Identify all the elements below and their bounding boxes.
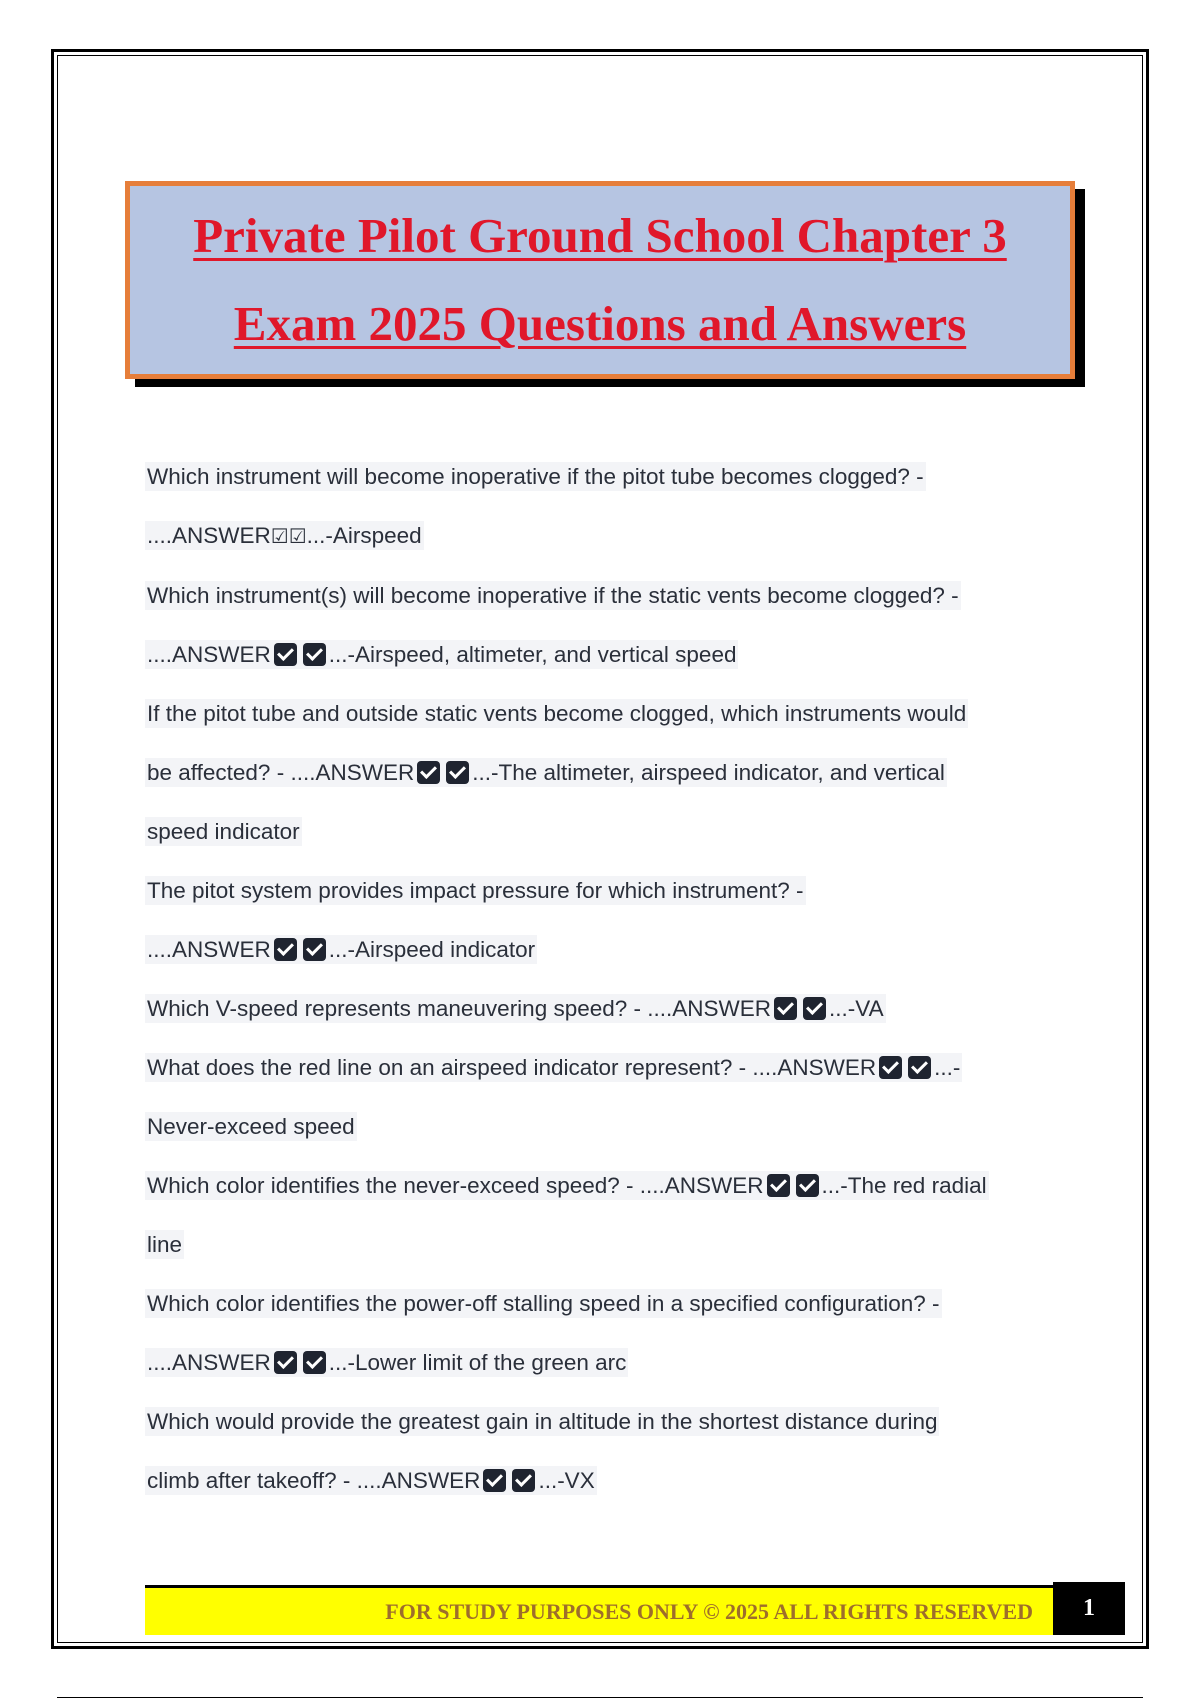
qa-text-segment: The pitot system provides impact pressure for which instrument? - [147,878,804,903]
qa-text-segment: ...-Airspeed [306,523,422,548]
qa-text-segment: ...-VX [538,1468,595,1493]
qa-text-segment: ....ANSWER [147,937,271,962]
qa-text-segment: If the pitot tube and outside static vents become clogged, which instruments would [147,701,967,726]
qa-item [145,447,1065,566]
qa-text-segment: ...-Lower limit of the green arc [328,1350,627,1375]
qa-text-segment: Which instrument will become inoperative if the pitot tube becomes clogged? - [147,464,924,489]
check-box-icon [767,1174,790,1197]
qa-text-segment: ....ANSWER [147,523,271,548]
check-box-icon [303,938,326,961]
qa-line-text [145,935,537,964]
qa-line [145,920,1065,979]
qa-line [145,743,1065,802]
qa-text-segment: Never-exceed speed [147,1114,355,1139]
qa-item [145,1392,1065,1510]
check-box-icon [274,1351,297,1374]
check-box-icon [274,643,297,666]
check-box-icon [446,761,469,784]
check-box-icon [303,643,326,666]
footer-text: FOR STUDY PURPOSES ONLY © 2025 ALL RIGHTS RESERVED [385,1598,1033,1624]
qa-text-segment: Which would provide the greatest gain in altitude in the shortest distance during [147,1409,938,1434]
qa-line-text [145,640,738,669]
qa-line-text [145,581,961,610]
qa-line [145,1038,1065,1097]
check-box-icon [303,1351,326,1374]
qa-text-segment: What does the red line on an airspeed indicator represent? - ....ANSWER [147,1055,877,1080]
qa-line [145,684,1065,743]
qa-line [145,1451,1065,1510]
check-box-icon [879,1056,902,1079]
qa-line-text [145,521,424,550]
qa-text-segment: line [147,1232,183,1257]
qa-text-segment: ...-The altimeter, airspeed indicator, and vertical [472,760,945,785]
qa-text-segment: ....ANSWER [147,1350,271,1375]
qa-line [145,447,1065,506]
qa-line-text [145,817,302,846]
qa-text-segment: Which V-speed represents maneuvering speed? - ....ANSWER [147,996,772,1021]
title-box [125,181,1075,379]
qa-line-text [145,1230,184,1259]
bottom-rule [57,1697,1143,1698]
qa-line [145,861,1065,920]
qa-line-text [145,462,926,491]
qa-line [145,625,1065,684]
check-box-plain-icon: ☑☑ [270,524,307,548]
qa-line-text [145,1171,989,1200]
check-box-icon [803,997,826,1020]
qa-line-text [145,758,947,787]
qa-text-segment: ...- [934,1055,961,1080]
qa-item [145,979,1065,1038]
qa-text-segment: Which color identifies the never-exceed speed? - ....ANSWER [147,1173,764,1198]
check-box-icon [774,997,797,1020]
qa-line-text [145,1053,962,1082]
qa-item [145,1038,1065,1156]
qa-line-text [145,1466,597,1495]
qa-item [145,684,1065,861]
page-number: 1 [1083,1595,1095,1621]
qa-list [145,447,1065,1510]
qa-text-segment: ....ANSWER [147,642,271,667]
qa-item [145,566,1065,684]
page-number-box [1053,1582,1125,1635]
qa-line [145,1215,1065,1274]
qa-text-segment: Which color identifies the power-off stalling speed in a specified configuration? - [147,1291,940,1316]
qa-line-text [145,1407,939,1436]
qa-item [145,1274,1065,1392]
qa-item [145,861,1065,979]
qa-line-text [145,699,968,728]
qa-line-text [145,1289,942,1318]
qa-text-segment: ...-VA [829,996,884,1021]
check-box-icon [908,1056,931,1079]
qa-line [145,1392,1065,1451]
qa-text-segment: be affected? - ....ANSWER [147,760,415,785]
qa-line [145,506,1065,566]
qa-line [145,1333,1065,1392]
qa-text-segment: Which instrument(s) will become inoperative if the static vents become clogged? - [147,583,959,608]
title-line-2: Exam 2025 Questions and Answers [233,296,967,351]
qa-text-segment: ...-The red radial [821,1173,987,1198]
check-box-icon [417,761,440,784]
qa-text-segment: speed indicator [147,819,300,844]
qa-line-text [145,994,886,1023]
qa-line [145,979,1065,1038]
qa-text-segment: ...-Airspeed indicator [328,937,536,962]
qa-line [145,802,1065,861]
qa-line [145,1156,1065,1215]
check-box-icon [512,1469,535,1492]
qa-line [145,566,1065,625]
qa-text-segment: ...-Airspeed, altimeter, and vertical speed [328,642,737,667]
qa-text-segment: climb after takeoff? - ....ANSWER [147,1468,481,1493]
footer-bar [145,1585,1053,1635]
qa-line [145,1097,1065,1156]
qa-line [145,1274,1065,1333]
check-box-icon [483,1469,506,1492]
title-line-1: Private Pilot Ground School Chapter 3 [193,208,1007,263]
check-box-icon [796,1174,819,1197]
qa-line-text [145,1112,357,1141]
qa-line-text [145,1348,628,1377]
check-box-icon [274,938,297,961]
qa-item [145,1156,1065,1274]
qa-line-text [145,876,806,905]
